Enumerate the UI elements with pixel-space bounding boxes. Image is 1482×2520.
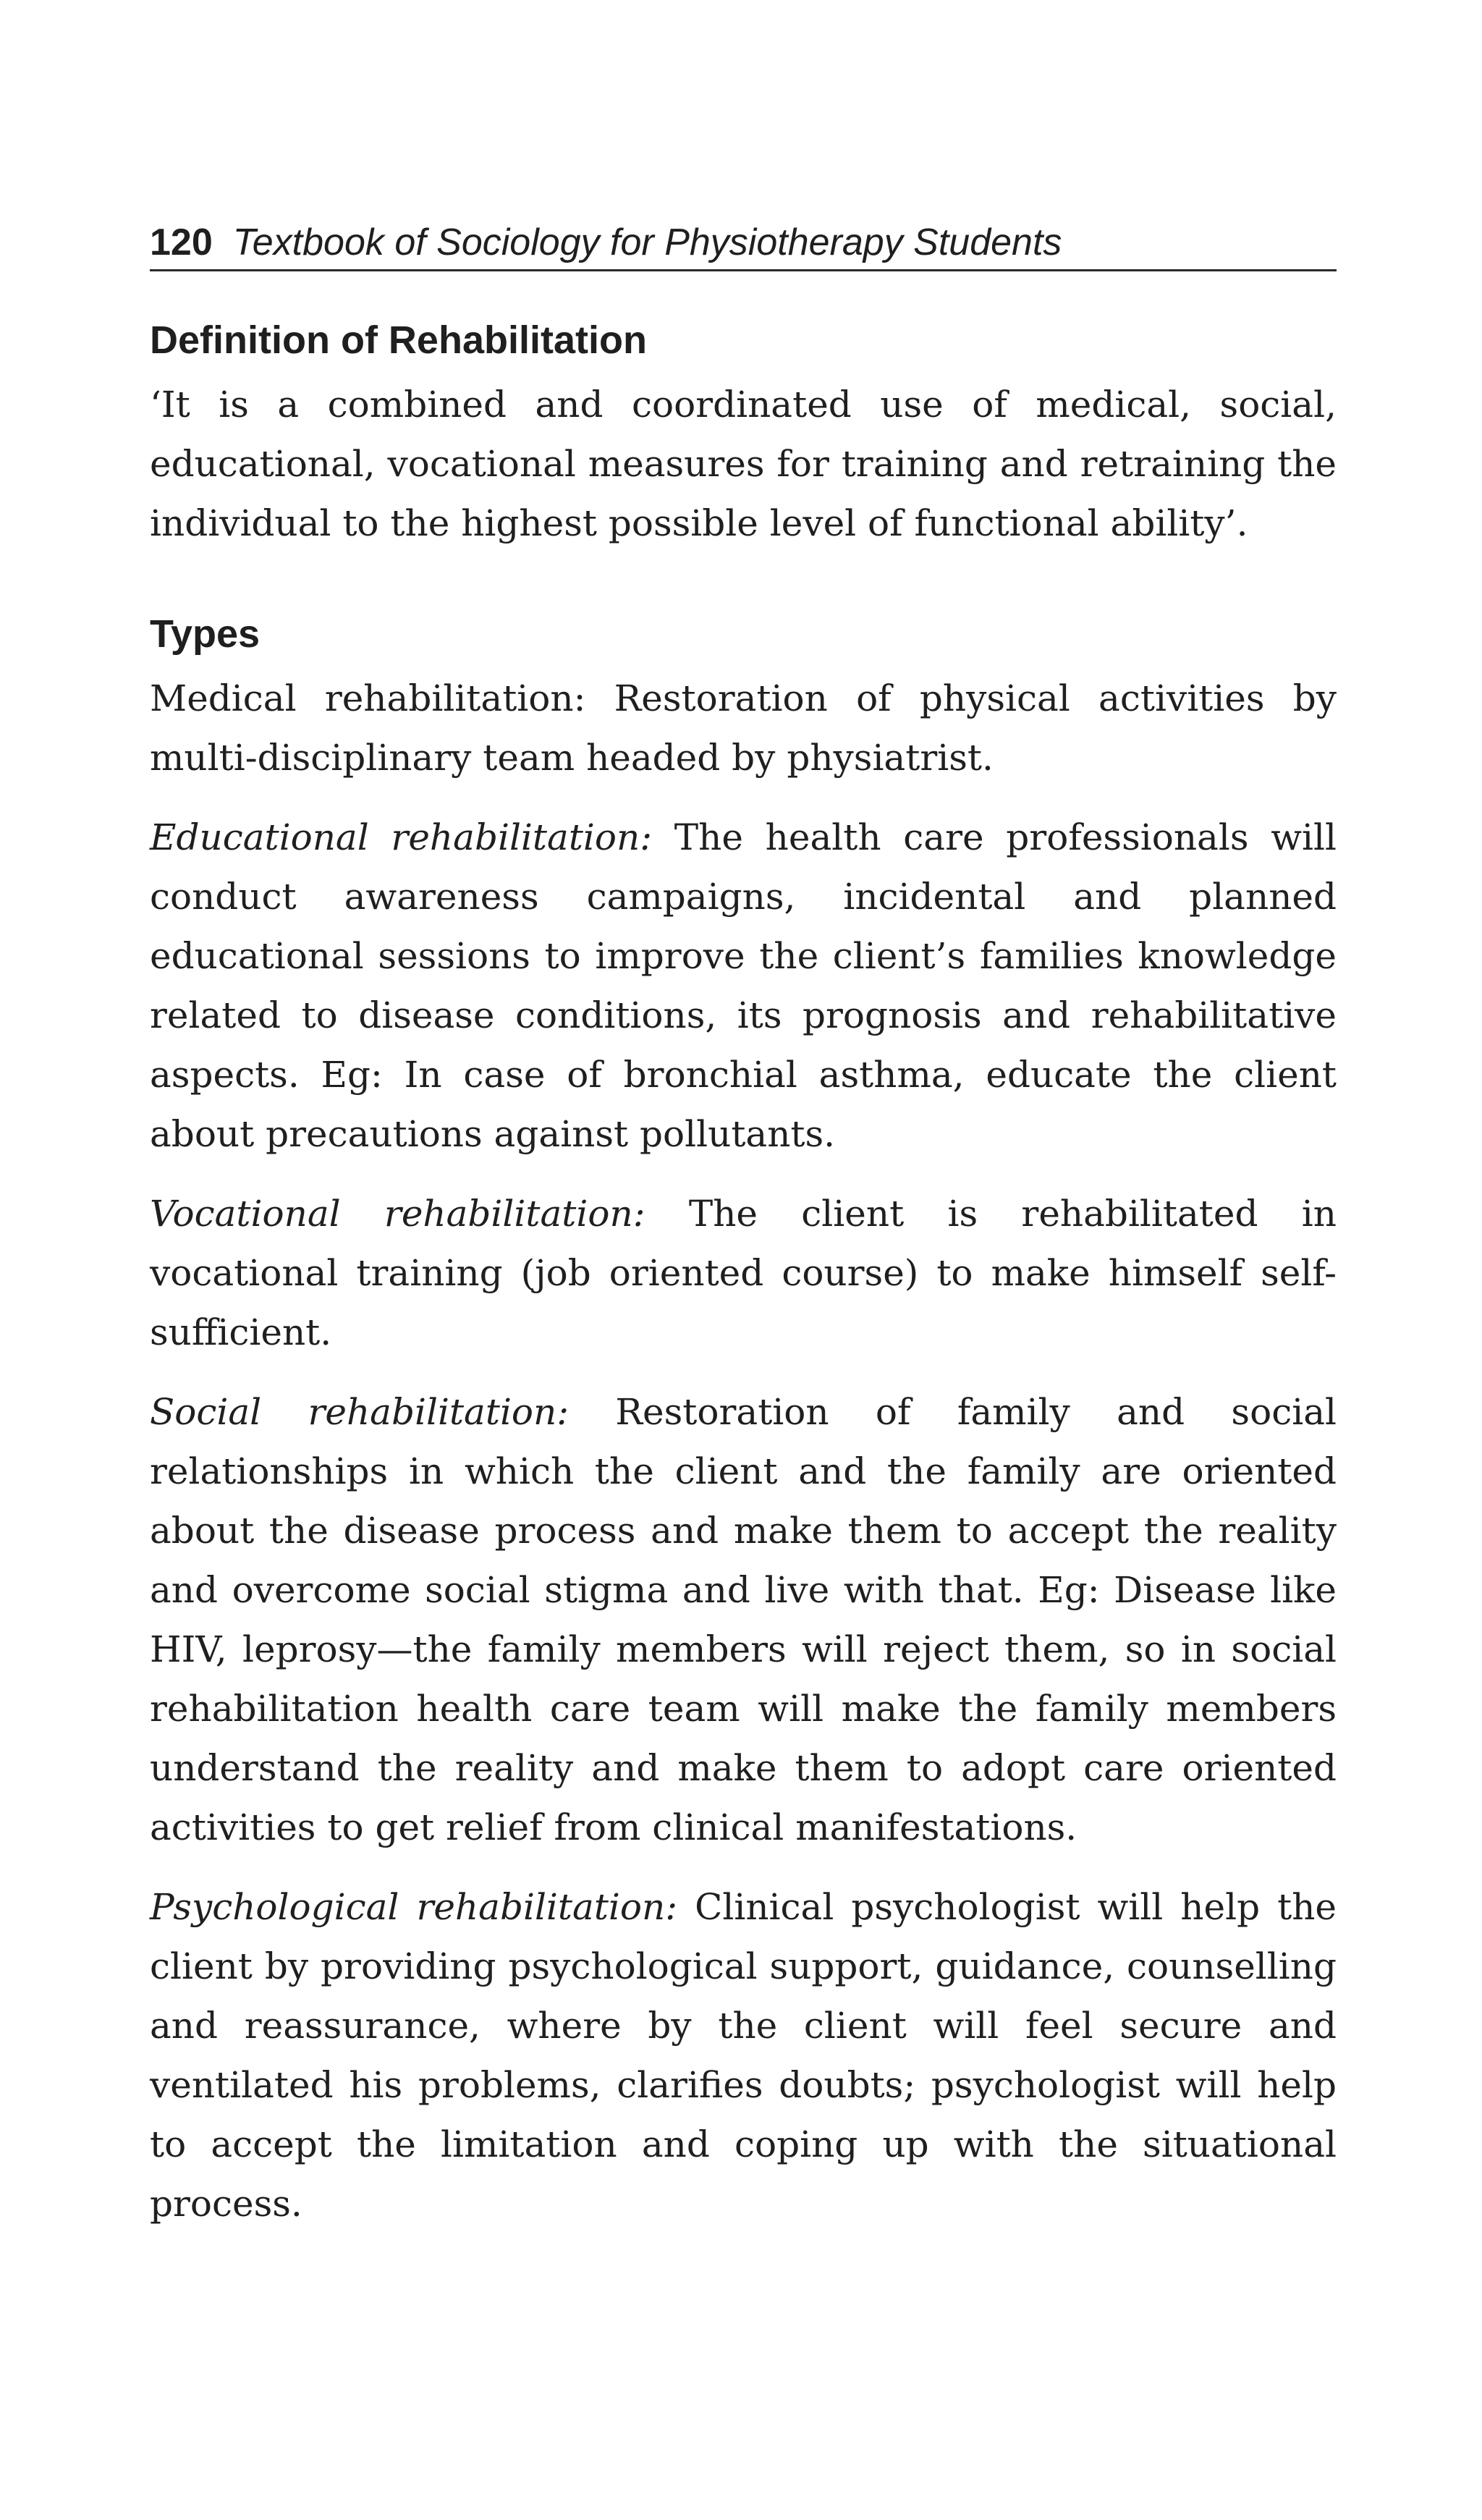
types-section (150, 605, 1337, 2233)
book-title: Textbook of Sociology for Physiotherapy Students (232, 221, 1062, 263)
type-description: Clinical psychologist will help the client by providing psychological support, guidance, counselling and reassurance, where by the client will feel secure and ventilated his problems, clarifies doubts; psychologist will help to accept the limitation and coping up with the situational process. (150, 1886, 1337, 2225)
definition-text: ‘It is a combined and coordinated use of medical, social, educational, vocational measures for training and retraining the individual to the highest possible level of functional ability’. (150, 384, 1337, 544)
type-term: Social rehabilitation: (150, 1391, 569, 1433)
definition-section (150, 311, 1337, 553)
type-description: Medical rehabilitation: Restoration of physical activities by multi-disciplinary team headed by physiatrist. (150, 677, 1337, 779)
page-number: 120 (150, 221, 213, 263)
type-educational (150, 808, 1337, 1164)
type-term: Vocational rehabilitation: (150, 1193, 645, 1235)
type-description: The health care professionals will conduct awareness campaigns, incidental and planned educational sessions to improve the client’s families knowledge related to disease conditions, its prognosis and rehabilitative aspects. Eg: In case of bronchial asthma, educate the client about precautions against pollutants. (150, 816, 1337, 1155)
type-description: Restoration of family and social relationships in which the client and the family are oriented about the disease process and make them to accept the reality and overcome social stigma and live with that. Eg: Disease like HIV, leprosy—the family members will reject them, so in social rehabilitation health care team will make the family members understand the reality and make them to adopt care oriented activities to get relief from clinical manifestations. (150, 1391, 1337, 1848)
type-vocational (150, 1184, 1337, 1362)
page-content (150, 311, 1337, 2254)
type-term: Educational rehabilitation: (150, 816, 653, 858)
type-social (150, 1382, 1337, 1857)
type-medical (150, 669, 1337, 787)
running-head (150, 216, 1337, 271)
types-heading: Types (150, 612, 261, 656)
type-term: Psychological rehabilitation: (150, 1886, 678, 1928)
definition-heading: Definition of Rehabilitation (150, 318, 647, 362)
type-description: The client is rehabilitated in vocational training (job oriented course) to make himself self-sufficient. (150, 1193, 1337, 1353)
type-psychological (150, 1877, 1337, 2233)
